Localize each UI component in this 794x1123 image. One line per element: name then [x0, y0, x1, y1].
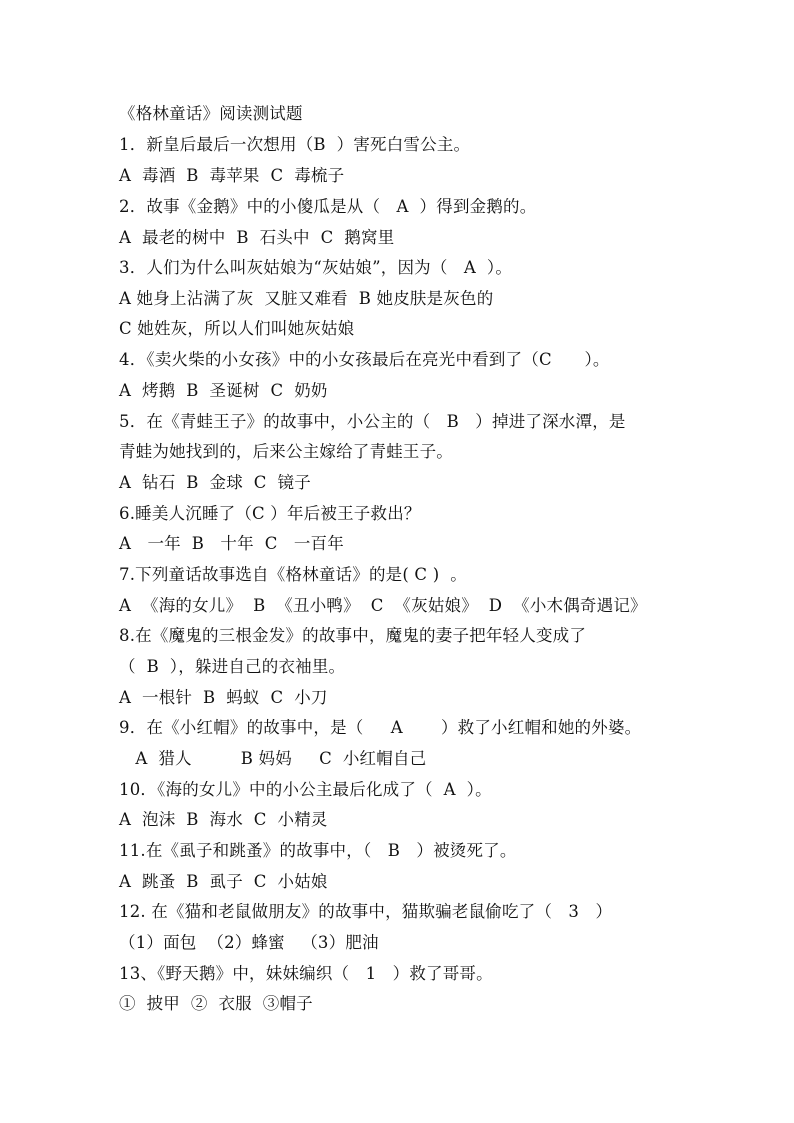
question-3: 3．人们为什么叫灰姑娘为“灰姑娘”，因为（ A ）。 [119, 258, 513, 277]
question-12-options: （1）面包 （2）蜂蜜 （3）肥油 [119, 933, 379, 952]
question-2-options: A 最老的树中 B 石头中 C 鹅窝里 [119, 228, 395, 247]
question-7-options: A 《海的女儿》 B 《丑小鸭》 C 《灰姑娘》 D 《小木偶奇遇记》 [119, 596, 647, 615]
question-13-options: ① 披甲 ② 衣服 ③帽子 [119, 994, 313, 1013]
question-6: 6.睡美人沉睡了（C ）年后被王子救出？ [119, 504, 421, 523]
question-4-options: A 烤鹅 B 圣诞树 C 奶奶 [119, 381, 328, 400]
question-11-options: A 跳蚤 B 虱子 C 小姑娘 [119, 872, 328, 891]
question-4: 4．《卖火柴的小女孩》中的小女孩最后在亮光中看到了（C ）。 [119, 350, 610, 369]
question-1-options: A 毒酒 B 毒苹果 C 毒梳子 [119, 166, 345, 185]
question-1: 1．新皇后最后一次想用（B ）害死白雪公主。 [119, 135, 471, 154]
question-5-line-2: 青蛙为她找到的，后来公主嫁给了青蛙王子。 [119, 442, 453, 461]
question-2: 2．故事《金鹅》中的小傻瓜是从（ A ）得到金鹅的。 [119, 197, 537, 216]
question-3-options-line-2: C 她姓灰，所以人们叫她灰姑娘 [119, 319, 355, 338]
question-9: 9．在《小红帽》的故事中，是（ A ）救了小红帽和她的外婆。 [119, 718, 642, 737]
question-8-line-1: 8.在《魔鬼的三根金发》的故事中，魔鬼的妻子把年轻人变成了 [119, 626, 587, 645]
question-5-options: A 钻石 B 金球 C 镜子 [119, 473, 311, 492]
question-11: 11.在《虱子和跳蚤》的故事中，（ B ）被烫死了。 [119, 841, 517, 860]
question-10: 10．《海的女儿》中的小公主最后化成了（ A ）。 [119, 780, 492, 799]
question-6-options: A 一年 B 十年 C 一百年 [119, 534, 344, 553]
question-8-line-2: （ B ），躲进自己的衣袖里。 [119, 657, 346, 676]
question-9-options: A 猎人 B 妈妈 C 小红帽自己 [119, 749, 427, 768]
question-8-options: A 一根针 B 蚂蚁 C 小刀 [119, 688, 328, 707]
question-7: 7.下列童话故事选自《格林童话》的是( C ) 。 [119, 565, 467, 584]
document-title: 《格林童话》阅读测试题 [119, 104, 303, 123]
question-12: 12. 在《猫和老鼠做朋友》的故事中，猫欺骗老鼠偷吃了（ 3 ） [119, 902, 613, 921]
question-3-options-line-1: A 她身上沾满了灰 又脏又难看 B 她皮肤是灰色的 [119, 289, 494, 308]
question-13: 13、《野天鹅》中，妹妹编织（ 1 ）救了哥哥。 [119, 964, 493, 983]
question-10-options: A 泡沫 B 海水 C 小精灵 [119, 810, 328, 829]
question-5-line-1: 5．在《青蛙王子》的故事中，小公主的（ B ）掉进了深水潭，是 [119, 412, 626, 431]
